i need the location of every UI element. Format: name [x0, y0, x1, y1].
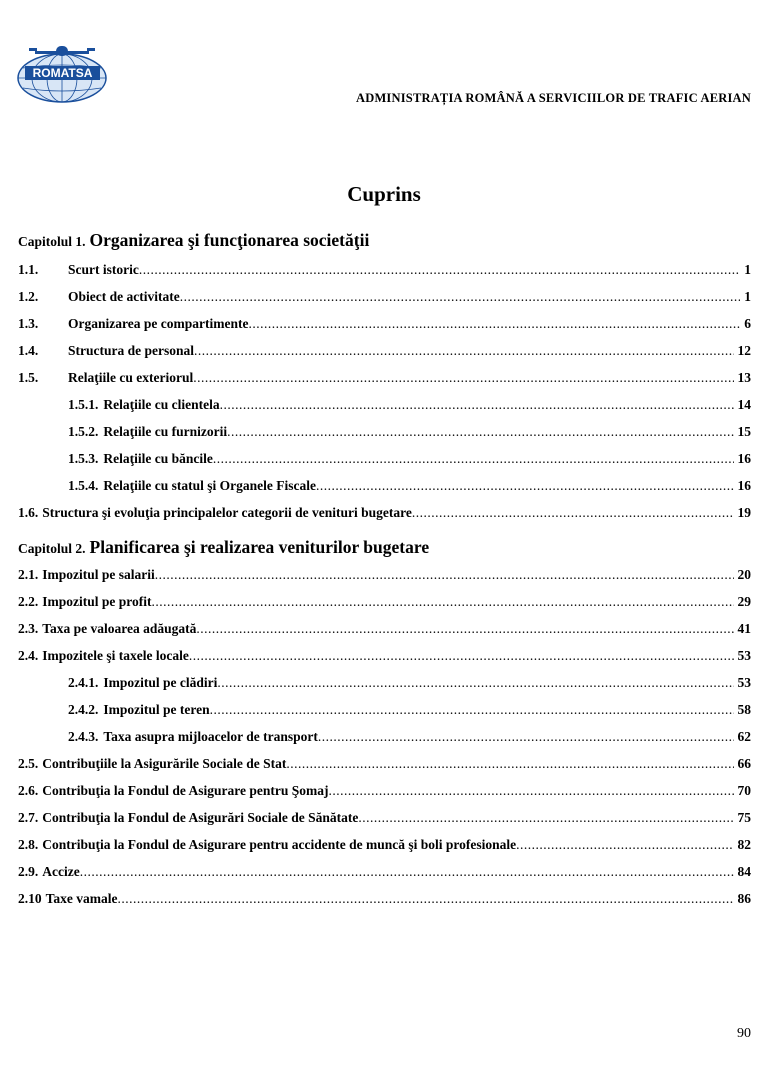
toc-subentry[interactable] [68, 397, 751, 415]
toc-entry[interactable] [18, 756, 751, 774]
dot-leader [196, 621, 733, 637]
entry-page: 19 [737, 505, 751, 520]
entry-number: 2.8. [18, 837, 39, 852]
entry-text: Impozitele şi taxele locale [42, 648, 189, 663]
entry-page: 53 [737, 675, 751, 690]
toc-entry[interactable] [18, 648, 751, 666]
entry-text: Organizarea pe compartimente [68, 316, 249, 331]
entry-page: 41 [737, 621, 751, 636]
toc-entry[interactable] [18, 567, 751, 585]
dot-leader [210, 702, 734, 718]
dot-leader [358, 810, 733, 826]
entry-page: 84 [737, 864, 751, 879]
entry-text: Relaţiile cu clientela [103, 397, 220, 412]
entry-text: Taxa asupra mijloacelor de transport [103, 729, 318, 744]
toc-entry[interactable] [18, 343, 751, 361]
entry-text: Taxa pe valoarea adăugată [42, 621, 197, 636]
entry-page: 75 [737, 810, 751, 825]
entry-text: Structura şi evoluţia principalelor categorii de venituri bugetare [42, 505, 412, 520]
entry-number: 2.4.1. [68, 675, 99, 690]
dot-leader [193, 370, 733, 386]
entry-number: 1.1. [18, 262, 39, 277]
entry-text: Relaţiile cu băncile [103, 451, 213, 466]
entry-number: 2.3. [18, 621, 39, 636]
dot-leader [155, 567, 734, 583]
entry-number: 1.4. [18, 343, 39, 358]
entry-text: Relaţiile cu furnizorii [103, 424, 228, 439]
entry-number: 1.5.2. [68, 424, 99, 439]
entry-page: 62 [737, 729, 751, 744]
organization-header: ADMINISTRAȚIA ROMÂNĂ A SERVICIILOR DE TRAFIC AERIAN [355, 91, 751, 105]
entry-text: Impozitul pe teren [103, 702, 210, 717]
entry-number: 2.2. [18, 594, 39, 609]
romatsa-logo [15, 42, 110, 104]
entry-text: Relaţiile cu exteriorul [68, 370, 194, 385]
entry-number: 1.2. [18, 289, 39, 304]
entry-text: Taxe vamale [45, 891, 118, 906]
toc-entry[interactable] [18, 505, 751, 523]
toc-subentry[interactable] [68, 424, 751, 442]
entry-text: Structura de personal [68, 343, 194, 358]
logo-text: ROMATSA [32, 66, 93, 80]
toc-entry[interactable] [18, 289, 751, 307]
chapter-title: Organizarea şi funcţionarea societăţii [89, 230, 370, 250]
entry-number: 2.6. [18, 783, 39, 798]
entry-page: 58 [737, 702, 751, 717]
entry-number: 1.5.4. [68, 478, 99, 493]
entry-number: 2.4. [18, 648, 39, 663]
entry-page: 15 [737, 424, 751, 439]
toc-entry[interactable] [18, 316, 751, 334]
dot-leader [318, 729, 734, 745]
entry-number: 1.3. [18, 316, 39, 331]
entry-number: 2.4.2. [68, 702, 99, 717]
entry-page: 86 [737, 891, 751, 906]
dot-leader [227, 424, 733, 440]
entry-page: 16 [737, 451, 751, 466]
entry-number: 2.9. [18, 864, 39, 879]
entry-page: 1 [744, 289, 751, 304]
entry-text: Scurt istoric [68, 262, 139, 277]
entry-number: 1.6. [18, 505, 39, 520]
entry-page: 20 [737, 567, 751, 582]
chapter-heading [18, 537, 751, 558]
entry-number: 2.5. [18, 756, 39, 771]
entry-number: 2.1. [18, 567, 39, 582]
entry-number: 2.4.3. [68, 729, 99, 744]
dot-leader [213, 451, 734, 467]
entry-text: Contribuţia la Fondul de Asigurare pentru accidente de muncă şi boli profesionale [42, 837, 517, 852]
dot-leader [217, 675, 733, 691]
entry-text: Contribuţia la Fondul de Asigurare pentru Şomaj [42, 783, 329, 798]
entry-page: 13 [737, 370, 751, 385]
toc-entry[interactable] [18, 262, 751, 280]
toc-entry[interactable] [18, 810, 751, 828]
entry-text: Relaţiile cu statul şi Organele Fiscale [103, 478, 316, 493]
toc-subentry[interactable] [68, 478, 751, 496]
page-number: 90 [737, 1026, 751, 1041]
entry-text: Accize [42, 864, 80, 879]
dot-leader [139, 262, 740, 278]
toc-entry[interactable] [18, 621, 751, 639]
entry-page: 29 [737, 594, 751, 609]
entry-page: 16 [737, 478, 751, 493]
chapter-heading [18, 230, 751, 251]
toc-subentry[interactable] [68, 451, 751, 469]
dot-leader [329, 783, 734, 799]
chapter-label: Capitolul 2. [18, 541, 86, 556]
dot-leader [180, 289, 741, 305]
toc-entry[interactable] [18, 891, 751, 909]
dot-leader [412, 505, 734, 521]
toc-subentry[interactable] [68, 675, 751, 693]
toc-entry[interactable] [18, 864, 751, 882]
entry-page: 66 [737, 756, 751, 771]
dot-leader [286, 756, 733, 772]
toc-entry[interactable] [18, 594, 751, 612]
toc-entry[interactable] [18, 370, 751, 388]
toc-entry[interactable] [18, 837, 751, 855]
entry-number: 2.10 [18, 891, 42, 906]
entry-page: 14 [737, 397, 751, 412]
entry-page: 53 [737, 648, 751, 663]
dot-leader [80, 864, 734, 880]
dot-leader [194, 343, 734, 359]
entry-text: Contribuţiile la Asigurările Sociale de Stat [42, 756, 287, 771]
dot-leader [189, 648, 734, 664]
dot-leader [516, 837, 733, 853]
dot-leader [118, 891, 734, 907]
entry-page: 6 [744, 316, 751, 331]
entry-text: Contribuţia la Fondul de Asigurări Sociale de Sănătate [42, 810, 359, 825]
chapter-label: Capitolul 1. [18, 234, 86, 249]
entry-number: 1.5.3. [68, 451, 99, 466]
entry-text: Obiect de activitate [68, 289, 180, 304]
dot-leader [152, 594, 734, 610]
dot-leader [248, 316, 740, 332]
page-title: Cuprins [347, 182, 421, 206]
entry-number: 1.5. [18, 370, 39, 385]
entry-page: 82 [737, 837, 751, 852]
entry-text: Impozitul pe profit [42, 594, 152, 609]
entry-page: 1 [744, 262, 751, 277]
entry-page: 70 [737, 783, 751, 798]
entry-number: 1.5.1. [68, 397, 99, 412]
toc-subentry[interactable] [68, 702, 751, 720]
entry-number: 2.7. [18, 810, 39, 825]
toc-entry[interactable] [18, 783, 751, 801]
entry-page: 12 [737, 343, 751, 358]
entry-text: Impozitul pe salarii [42, 567, 155, 582]
entry-text: Impozitul pe clădiri [103, 675, 218, 690]
dot-leader [316, 478, 734, 494]
chapter-title: Planificarea şi realizarea veniturilor bugetare [89, 537, 430, 557]
dot-leader [220, 397, 734, 413]
toc-subentry[interactable] [68, 729, 751, 747]
